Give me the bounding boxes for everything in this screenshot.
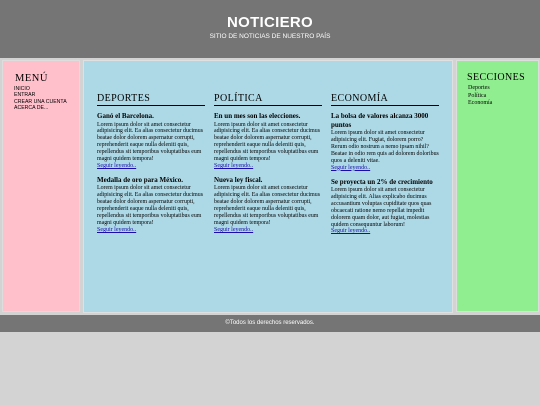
menu-item-entrar[interactable]: ENTRAR (14, 92, 36, 99)
article (331, 178, 439, 236)
section-item-deportes[interactable]: Deportes (468, 85, 490, 91)
section-item-politica[interactable]: Política (468, 92, 487, 99)
article (97, 176, 205, 234)
article-body: Lorem ipsum dolor sit amet consectetur adipisicing elit. Alias explicabo ducimus accusantium voluptas cupiditate quos quas obcaecati ratione nemo repellat impedit dolorem quam dolor, aut fugiat, molestias quidem consequuntur laborum! (331, 187, 432, 228)
read-more-link[interactable]: Seguir leyendo.. (214, 162, 254, 169)
sections-sidebar (456, 60, 539, 312)
menu-list (14, 86, 67, 112)
menu-item-acerca-de[interactable]: ACERCA DE... (14, 105, 49, 112)
section-item-economia[interactable]: Economía (468, 100, 493, 107)
article-body: Lorem ipsum dolor sit amet consectetur adipisicing elit. Fugiat, dolorem porro? Rerum odio nostrum a nemo ipsam nihil? Beatae in odio rem quis ad dolorem doloribus quos a deleniti vitae. (331, 130, 439, 164)
news-main (83, 60, 453, 313)
read-more-link[interactable]: Seguir leyendo.. (97, 162, 137, 169)
sections-title: SECCIONES (467, 72, 526, 83)
article-title: Medalla de oro para México. (97, 175, 183, 184)
site-header (0, 0, 540, 58)
article (214, 176, 322, 234)
article-body: Lorem ipsum dolor sit amet consectetur adipisicing elit. Ea alias consectetur ducimus beatae dolor dolorem aspernatur corrupti, reprehenderit eaque nulla deleniti quis, repellendus sit temporibus voluptatibus eum magni quidem tempora! (97, 185, 203, 226)
read-more-link[interactable]: Seguir leyendo.. (214, 226, 254, 233)
column-deportes (97, 93, 205, 234)
read-more-link[interactable]: Seguir leyendo.. (97, 226, 137, 233)
menu-title: MENÚ (15, 73, 48, 84)
read-more-link[interactable]: Seguir leyendo.. (331, 164, 371, 171)
menu-item-inicio[interactable]: INICIO (14, 86, 30, 92)
article-title: Nueva ley fiscal. (214, 175, 263, 184)
site-title: NOTICIERO (226, 14, 314, 31)
article (97, 112, 205, 170)
article (331, 112, 439, 172)
article-title: Ganó el Barcelona. (97, 112, 154, 120)
menu-item-crear-cuenta[interactable]: CREAR UNA CUENTA (14, 98, 67, 105)
article-body: Lorem ipsum dolor sit amet consectetur adipisicing elit. Ea alias consectetur ducimus beatae dolor dolorem aspernatur corrupti, reprehenderit eaque nulla deleniti quis, repellendus sit temporibus voluptatibus eum magni quidem tempora! (214, 121, 320, 163)
article-body: Lorem ipsum dolor sit amet consectetur adipisicing elit. Ea alias consectetur ducimus beatae dolor dolorem aspernatur corrupti, reprehenderit eaque nulla deleniti quis, repellendus sit temporibus voluptatibus eum magni quidem tempora! (97, 121, 203, 163)
column-heading: POLÍTICA (214, 93, 322, 106)
article-title: Se proyecta un 2% de crecimiento (331, 177, 433, 186)
site-subtitle: SITIO DE NOTICIAS DE NUESTRO PAÍS (209, 33, 331, 40)
menu-sidebar (2, 60, 80, 312)
column-heading: DEPORTES (97, 93, 205, 106)
article-body: Lorem ipsum dolor sit amet consectetur adipisicing elit. Ea alias consectetur ducimus beatae dolor dolorem aspernatur corrupti, reprehenderit eaque nulla deleniti quis, repellendus sit temporibus voluptatibus eum magni quidem tempora! (214, 185, 320, 226)
article-title: En un mes son las elecciones. (214, 112, 301, 120)
read-more-link[interactable]: Seguir leyendo.. (331, 228, 371, 235)
article-title: La bolsa de valores alcanza 3000 puntos (331, 112, 429, 129)
footer-text: ©Todos los derechos reservados. (225, 320, 315, 326)
column-politica (214, 93, 322, 234)
site-footer (0, 315, 540, 332)
column-heading: ECONOMÍA (331, 93, 439, 106)
sections-list (468, 85, 492, 108)
column-economia (331, 93, 439, 235)
article (214, 112, 322, 170)
